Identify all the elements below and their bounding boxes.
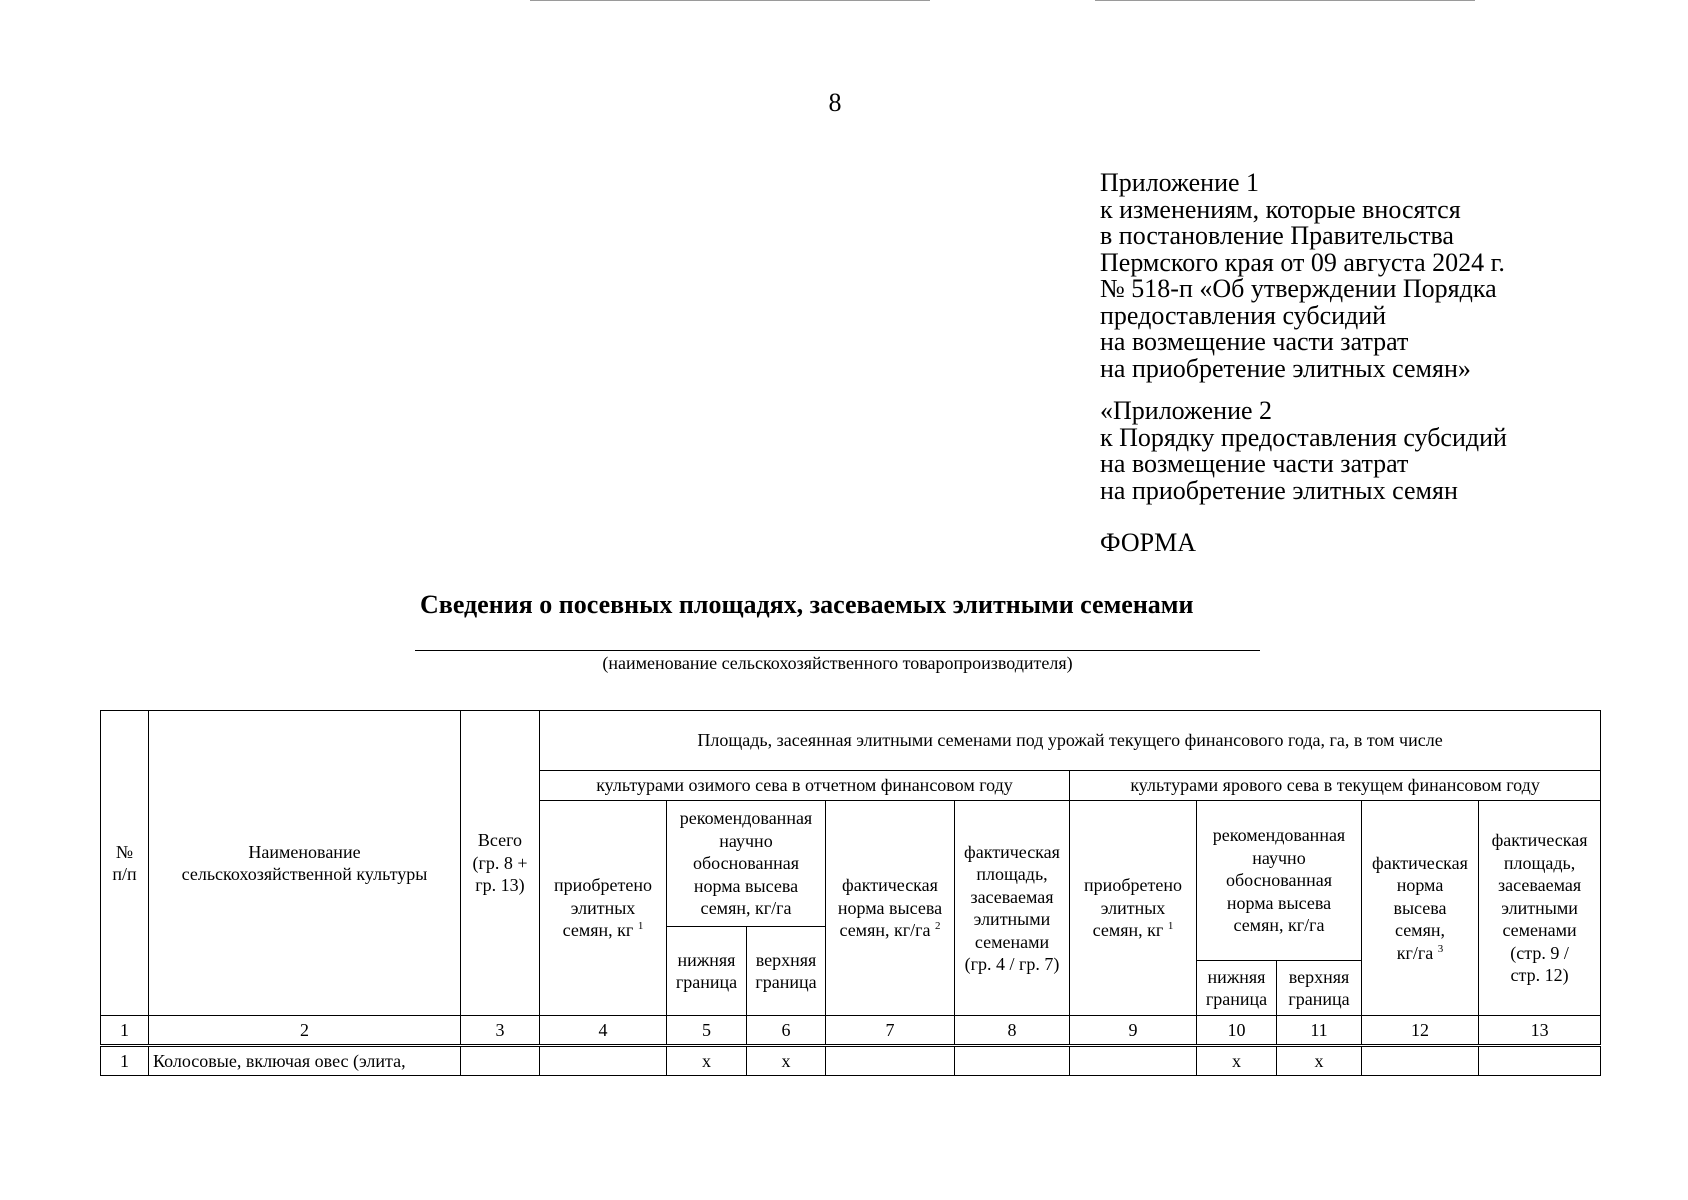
header-line: площадь, xyxy=(976,864,1048,884)
header-acquired-spring xyxy=(1070,801,1197,1016)
header-line: элитных xyxy=(1100,897,1166,918)
table-cell xyxy=(1070,1046,1197,1076)
scan-top-edge-left xyxy=(530,0,930,1)
producer-name-caption: (наименование сельскохозяйственного товаропроизводителя) xyxy=(602,653,1073,673)
footnote-mark: 1 xyxy=(637,920,644,933)
column-number: 2 xyxy=(149,1016,461,1046)
header-line: п/п xyxy=(112,864,137,884)
header-line: граница xyxy=(1288,989,1350,1009)
annex1-line: на приобретение элитных семян» xyxy=(1100,353,1471,383)
header-line: элитных xyxy=(570,897,636,918)
crop-name: Колосовые, включая овес (элита, xyxy=(149,1046,461,1076)
column-number: 4 xyxy=(540,1016,667,1046)
table-cell: х xyxy=(667,1046,747,1076)
header-line: научно xyxy=(1252,847,1306,868)
annex1-line: в постановление Правительства xyxy=(1100,221,1454,250)
column-number: 11 xyxy=(1277,1016,1362,1046)
header-line: семян, кг/га xyxy=(1233,915,1325,936)
header-line: граница xyxy=(1205,989,1268,1009)
header-upper-spring xyxy=(1277,961,1362,1016)
form-label: ФОРМА xyxy=(1100,528,1196,557)
annex1-line: № 518-п «Об утверждении Порядка xyxy=(1100,274,1497,303)
table-cell xyxy=(1479,1046,1601,1076)
header-line: элитными xyxy=(1501,897,1578,918)
annex2-line: на возмещение части затрат xyxy=(1100,449,1409,478)
header-line: семенами xyxy=(1502,920,1577,941)
annex1-line: Приложение 1 xyxy=(1100,168,1260,197)
header-line: Наименование xyxy=(248,841,361,862)
annex1-line: Пермского края от 09 августа 2024 г. xyxy=(1100,247,1505,277)
column-number-row xyxy=(101,1016,1601,1046)
header-line: семенами xyxy=(974,931,1050,952)
header-line: приобретено xyxy=(1084,875,1182,896)
header-line: норма высева xyxy=(693,875,799,896)
header-line: высева xyxy=(1393,897,1447,918)
document-title: Сведения о посевных площадях, засеваемых элитными семенами xyxy=(420,590,1194,619)
header-line: сельскохозяйственной культуры xyxy=(181,864,428,884)
header-line: кг/га $^3$ xyxy=(1396,942,1444,963)
table-row xyxy=(101,1046,1601,1076)
scan-top-edge-right xyxy=(1095,0,1475,1)
column-number: 8 xyxy=(955,1016,1070,1046)
header-number xyxy=(101,711,149,1016)
annex1-line: на возмещение части затрат xyxy=(1100,327,1409,356)
header-line: (гр. 4 / гр. 7) xyxy=(964,954,1060,974)
table-cell xyxy=(540,1046,667,1076)
header-line: верхняя xyxy=(1288,966,1350,987)
column-number: 1 xyxy=(101,1016,149,1046)
header-fact-norm-winter xyxy=(826,801,955,1016)
header-line: семян, кг/га $^2$ xyxy=(839,920,941,941)
header-line: нижняя xyxy=(1207,966,1266,987)
table-cell xyxy=(826,1046,955,1076)
footnote-mark: 2 xyxy=(935,920,941,933)
annex2-line: на приобретение элитных семян xyxy=(1100,475,1458,505)
header-lower-spring xyxy=(1197,961,1277,1016)
column-number: 9 xyxy=(1070,1016,1197,1046)
header-crop-name xyxy=(149,711,461,1016)
annex1-line: к изменениям, которые вносятся xyxy=(1100,194,1461,224)
column-number: 5 xyxy=(667,1016,747,1046)
table-cell: х xyxy=(1277,1046,1362,1076)
header-norm-winter xyxy=(667,801,826,927)
header-line: фактическая xyxy=(964,841,1060,862)
annex2-line: к Порядку предоставления субсидий xyxy=(1100,422,1507,452)
header-total xyxy=(461,711,540,1016)
header-line: норма xyxy=(1396,875,1444,896)
header-spring: культурами ярового сева в текущем финансовом году xyxy=(1070,771,1601,801)
header-fact-norm-spring xyxy=(1362,801,1479,1016)
header-winter: культурами озимого сева в отчетном финансовом году xyxy=(540,771,1070,801)
header-upper-winter xyxy=(747,927,826,1016)
header-line: норма высева xyxy=(837,897,943,918)
header-acquired-winter xyxy=(540,801,667,1016)
header-norm-spring xyxy=(1197,801,1362,961)
header-line: обоснованная xyxy=(692,853,799,874)
column-number: 3 xyxy=(461,1016,540,1046)
header-line: нижняя xyxy=(677,949,736,970)
header-line: семян, кг/га xyxy=(700,898,792,919)
header-line: рекомендованная xyxy=(679,808,813,829)
header-line: засеваемая xyxy=(1498,875,1582,896)
footnote-mark: 3 xyxy=(1437,942,1444,955)
header-line: обоснованная xyxy=(1225,870,1332,891)
header-line: (гр. 8 + xyxy=(472,852,528,873)
header-area: Площадь, засеянная элитными семенами под урожай текущего финансового года, га, в том числе xyxy=(540,711,1601,771)
table-cell: х xyxy=(747,1046,826,1076)
header-line: приобретено xyxy=(554,875,652,896)
annex1-block xyxy=(1100,170,1505,382)
header-line: засеваемая xyxy=(970,886,1054,907)
header-line: рекомендованная xyxy=(1212,825,1346,846)
header-fact-area-spring xyxy=(1479,801,1601,1016)
header-line: Всего xyxy=(477,830,523,851)
producer-name-line xyxy=(415,650,1260,651)
header-line: фактическая xyxy=(842,875,938,896)
column-number: 12 xyxy=(1362,1016,1479,1046)
header-line: гр. 13) xyxy=(475,875,525,896)
table-cell xyxy=(1362,1046,1479,1076)
header-line: граница xyxy=(675,972,738,992)
sown-area-table xyxy=(100,710,1601,1076)
header-line: (стр. 9 / xyxy=(1510,942,1569,963)
header-line: научно xyxy=(719,830,773,851)
header-line: семян, xyxy=(1394,920,1445,941)
table-cell xyxy=(461,1046,540,1076)
column-number: 10 xyxy=(1197,1016,1277,1046)
annex2-line: «Приложение 2 xyxy=(1100,396,1273,425)
column-number: 7 xyxy=(826,1016,955,1046)
header-line: семян, кг $^1$ xyxy=(1092,920,1174,941)
header-line: фактическая xyxy=(1491,830,1588,851)
table-cell xyxy=(955,1046,1070,1076)
annex1-line: предоставления субсидий xyxy=(1100,300,1387,330)
header-line: площадь, xyxy=(1503,852,1576,873)
header-line: № xyxy=(115,841,134,862)
header-line: стр. 12) xyxy=(1510,965,1569,986)
column-number: 6 xyxy=(747,1016,826,1046)
row-number: 1 xyxy=(101,1046,149,1076)
annex2-block xyxy=(1100,398,1507,504)
header-line: фактическая xyxy=(1372,852,1468,873)
column-number: 13 xyxy=(1479,1016,1601,1046)
header-fact-area-winter xyxy=(955,801,1070,1016)
header-line: семян, кг $^1$ xyxy=(562,920,644,941)
table-cell: х xyxy=(1197,1046,1277,1076)
header-line: граница xyxy=(755,972,817,992)
page-number: 8 xyxy=(828,88,842,117)
footnote-mark: 1 xyxy=(1167,920,1174,933)
header-line: элитными xyxy=(973,909,1051,929)
header-lower-winter xyxy=(667,927,747,1016)
header-line: верхняя xyxy=(755,949,817,970)
header-line: норма высева xyxy=(1226,892,1332,913)
